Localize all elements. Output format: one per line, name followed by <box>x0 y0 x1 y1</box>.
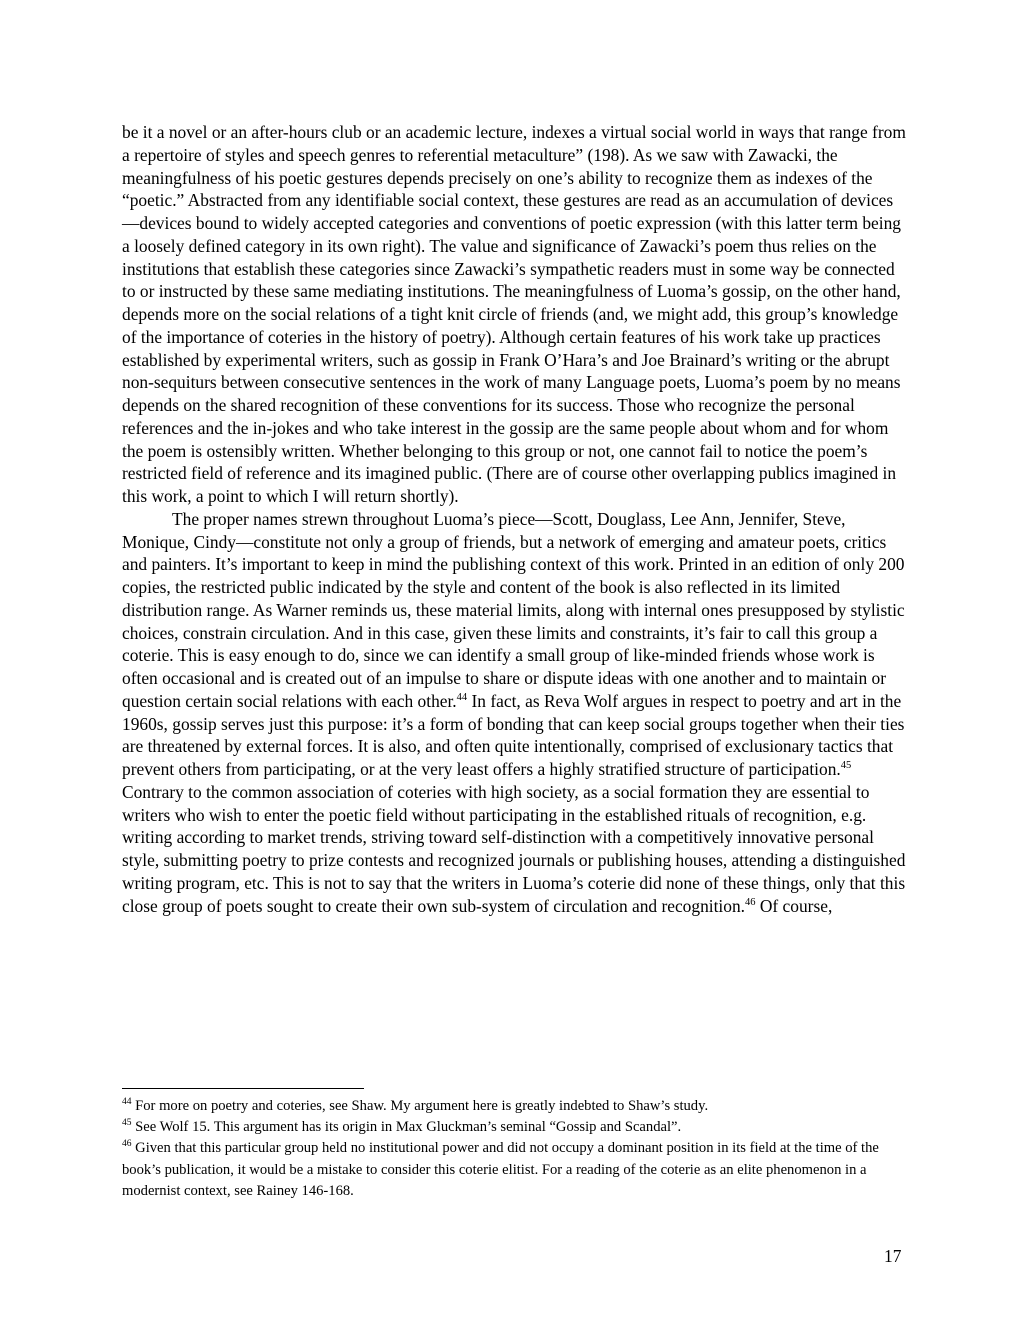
footnote-number: 45 <box>122 1118 132 1129</box>
paragraph-text: In fact, as Reva Wolf argues in respect to poetry and art in the 1960s, gossip serves just this purpose: it’s a form of bonding that can keep social groups together when their ties are threatened by external forces. It is also, and often quite intentionally, comprised of exclusionary tactics that prevent others from participating, or at the very least offers a highly stratified structure of participation. <box>122 690 905 779</box>
footnote-45 <box>122 1117 906 1138</box>
footnote-number: 44 <box>122 1097 132 1107</box>
footnote-number: 46 <box>122 1139 132 1150</box>
footnotes <box>122 1096 906 1202</box>
footnote-text: Given that this particular group held no institutional power and did not occupy a dominant position in its field at the time of the book’s publication, it would be a mistake to consider this coterie elitist. For a reading of the coterie as an elite phenomenon in a modernist context, see Rainey 146-168. <box>122 1140 879 1199</box>
footnote-46 <box>122 1138 906 1202</box>
footnote-reference[interactable]: 46 <box>745 896 756 908</box>
paragraph <box>122 121 906 508</box>
footnote-reference[interactable]: 45 <box>840 760 852 771</box>
footnote-text: See Wolf 15. This argument has its origin in Max Gluckman’s seminal “Gossip and Scandal”. <box>131 1119 682 1136</box>
page-number: 17 <box>884 1246 902 1266</box>
footnote-separator <box>122 1088 364 1089</box>
footnote-44 <box>122 1096 906 1117</box>
paragraph-text: Of course, <box>755 895 833 916</box>
footnote-reference[interactable]: 44 <box>456 691 468 703</box>
paragraph-text: be it a novel or an after-hours club or an academic lecture, indexes a virtual social world in ways that range from a repertoire of styles and speech genres to referential metaculture” (198). As we saw with Zawacki, the meaningfulness of his poetic gestures depends precisely on one’s ability to recognize them as indexes of the “poetic.” Abstracted from any identifiable social context, these gestures are read as an accumulation of devices—devices bound to widely accepted categories and conventions of poetic expression (with this latter term being a loosely defined category in its own right). The value and significance of Zawacki’s poem thus relies on the institutions that establish these categories since Zawacki’s sympathetic readers must in some way be connected to or instructed by these same mediating institutions. The meaningfulness of Luoma’s gossip, on the other hand, depends more on the social relations of a tight knit circle of friends (and, we might add, this group’s knowledge of the importance of coteries in the history of poetry). Although certain features of his work take up practices established by experimental writers, such as gossip in Frank O’Hara’s and Joe Brainard’s writing or the abrupt non-sequiturs between consecutive sentences in the work of many Language poets, Luoma’s poem by no means depends on the shared recognition of these conventions for its success. Those who recognize the personal references and the in-jokes and who take interest in the gossip are the same people about whom and for whom the poem is ostensibly written. Whether belonging to this group or not, one cannot fail to notice the poem’s restricted field of reference and its imagined public. (There are of course other overlapping publics imagined in this work, a point to which I will return shortly). <box>122 122 906 506</box>
paragraph-text: The proper names strewn throughout Luoma’s piece—Scott, Douglass, Lee Ann, Jennifer, Steve, Monique, Cindy—constitute not only a group of friends, but a network of emerging and amateur poets, critics and painters. It’s important to keep in mind the publishing context of this work. Printed in an edition of only 200 copies, the restricted public indicated by the style and content of the book is also reflected in its limited distribution range. As Warner reminds us, these material limits, along with internal ones presupposed by stylistic choices, constrain circulation. And in this case, given these limits and constraints, it’s fair to call this group a coterie. This is easy enough to do, since we can identify a small group of like-minded friends whose work is often occasional and is created out of an impulse to share or dispute ideas with one another and to maintain or question certain social relations with each other. <box>122 508 905 711</box>
body-text <box>122 121 906 917</box>
paragraph-text: Contrary to the common association of coteries with high society, as a social formation they are essential to writers who wish to enter the poetic field without participating in the established rituals of recognition, e.g. writing according to market trends, striving toward self-distinction with a competitively innovative personal style, submitting poetry to prize contests and recognized journals or publishing houses, attending a distinguished writing program, etc. This is not to say that the writers in Luoma’s coterie did none of these things, only that this close group of poets sought to create their own sub-system of circulation and recognition. <box>122 781 906 916</box>
footnote-text: For more on poetry and coteries, see Shaw. My argument here is greatly indebted to Shaw’s study. <box>131 1098 709 1114</box>
paragraph <box>122 508 906 918</box>
